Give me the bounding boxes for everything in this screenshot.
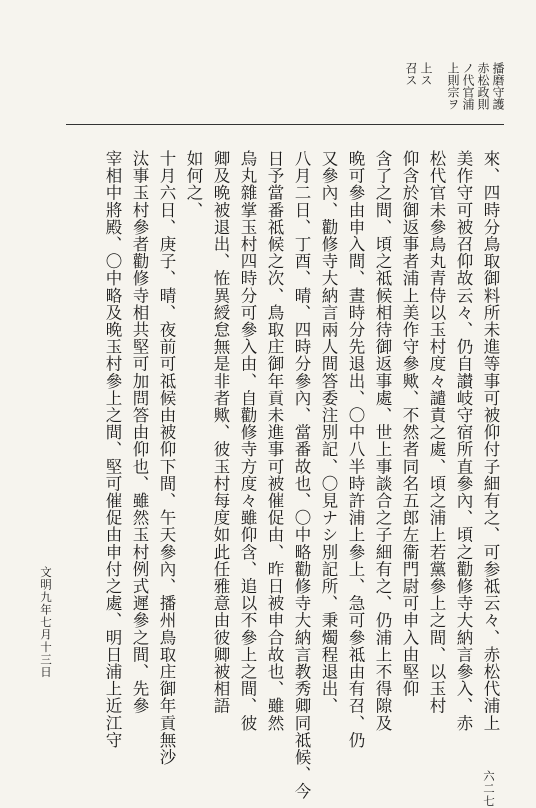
text-column: 松代官未參鳥丸青侍以玉村度々譴責之處、頃之浦上若黨參上之間、以玉村 [427,150,446,715]
text-column: 八月二日、丁酉、晴、四時分參內、當番故也、〇中略勸修寺大納言教秀卿同祗候、今 [292,150,311,800]
text-column: 又參內、勸修寺大納言兩人間答委注別記、〇見ナシ別記所、秉燭程退出、 [319,150,338,715]
side-date-label: 文明九年七月十三日 [39,566,53,679]
text-column: 來、四時分鳥取御料所未進等事可被仰付子細有之、可参祗云々、赤松代浦上 [481,150,500,732]
margin-note: 召ス [404,62,418,86]
text-column: 烏丸雜掌玉村四時分可參入由、自勸修寺方度々雖仰含、追以不參上之間、彼 [238,150,257,732]
text-column: 如何之、 [184,150,203,219]
text-column: 汰事玉村參者勸修寺相共堅可加問答由仰也、雖然玉村例式遲參之間、先參 [130,150,149,715]
margin-note: ノ代官浦 [461,62,475,110]
margin-note: 上則宗ヲ [446,62,460,110]
text-column: 宰相中將殿、〇中略及晩玉村參上之間、堅可催促由申付之處、明日浦上近江守 [103,150,122,749]
text-column: 晩可參由申入間、晝時分先退出、〇中八半時許浦上參上、急可參祗由有召、仍 [346,150,365,749]
text-column: 日予當番祗候之次、鳥取庄御年貢未進事可被催促由、昨日被申合故也、雖然 [265,150,284,732]
text-column: 含了之間、頃之祗候相待御返事處、世上事談合之子細有之、仍浦上不得隙及 [373,150,392,732]
margin-note: 上ス [419,62,433,86]
header-rule [66,124,504,125]
text-column: 卿及晩被退出、恠異綬怠無是非者歟、彼玉村每度如此任雅意由彼卿被相語 [211,150,230,715]
margin-note: 赤松政則 [476,62,490,110]
text-column: 仰含於御返事者浦上美作守參歟、不然者同名五郎左衞門尉可申入由堅仰 [400,150,419,698]
page-number: 六二七 [482,770,496,808]
text-column: 十月六日、庚子、晴、夜前可祗候由被仰下間、午天參內、播州鳥取庄御年貢無沙 [157,150,176,766]
text-column: 美作守可被召仰故云々、仍自讃岐守宿所直參內、頃之勸修寺大納言參入、赤 [454,150,473,732]
margin-note: 播磨守護 [491,62,505,110]
